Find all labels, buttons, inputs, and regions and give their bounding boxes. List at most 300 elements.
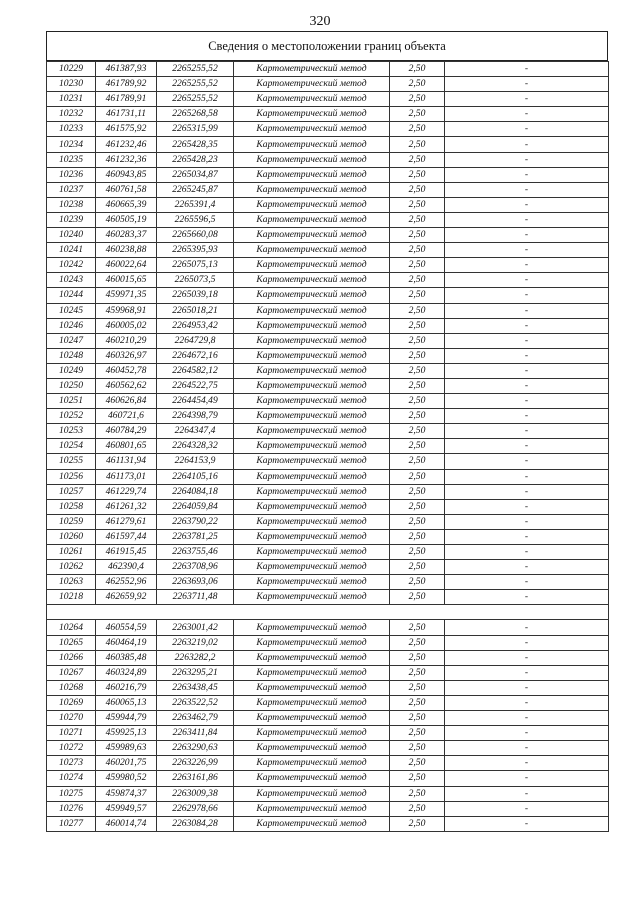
- accuracy-cell: 2,50: [390, 288, 445, 303]
- y-coordinate-cell: 2262978,66: [157, 801, 234, 816]
- point-number-cell: 10253: [47, 424, 96, 439]
- accuracy-cell: 2,50: [390, 590, 445, 605]
- method-cell: Картометрический метод: [234, 394, 390, 409]
- point-number-cell: 10252: [47, 409, 96, 424]
- table-row: [47, 816, 609, 831]
- method-cell: Картометрический метод: [234, 303, 390, 318]
- table-row: [47, 680, 609, 695]
- x-coordinate-cell: 461387,93: [96, 62, 157, 77]
- y-coordinate-cell: 2263282,2: [157, 650, 234, 665]
- point-number-cell: 10271: [47, 726, 96, 741]
- description-cell: -: [445, 77, 609, 92]
- point-number-cell: 10235: [47, 152, 96, 167]
- point-number-cell: 10231: [47, 92, 96, 107]
- accuracy-cell: 2,50: [390, 303, 445, 318]
- accuracy-cell: 2,50: [390, 107, 445, 122]
- table-row: [47, 212, 609, 227]
- method-cell: Картометрический метод: [234, 258, 390, 273]
- table-row: [47, 92, 609, 107]
- x-coordinate-cell: 459968,91: [96, 303, 157, 318]
- description-cell: -: [445, 333, 609, 348]
- point-number-cell: 10244: [47, 288, 96, 303]
- y-coordinate-cell: 2263790,22: [157, 514, 234, 529]
- x-coordinate-cell: 460801,65: [96, 439, 157, 454]
- table-row: [47, 62, 609, 77]
- point-number-cell: 10229: [47, 62, 96, 77]
- accuracy-cell: 2,50: [390, 258, 445, 273]
- description-cell: -: [445, 726, 609, 741]
- table-row: [47, 484, 609, 499]
- x-coordinate-cell: 461597,44: [96, 529, 157, 544]
- x-coordinate-cell: 461131,94: [96, 454, 157, 469]
- y-coordinate-cell: 2265255,52: [157, 77, 234, 92]
- table-row: [47, 378, 609, 393]
- table-row: [47, 545, 609, 560]
- table-row: [47, 107, 609, 122]
- y-coordinate-cell: 2264398,79: [157, 409, 234, 424]
- x-coordinate-cell: 460505,19: [96, 212, 157, 227]
- description-cell: -: [445, 288, 609, 303]
- accuracy-cell: 2,50: [390, 212, 445, 227]
- description-cell: -: [445, 786, 609, 801]
- table-row: [47, 726, 609, 741]
- point-number-cell: 10274: [47, 771, 96, 786]
- y-coordinate-cell: 2265428,35: [157, 137, 234, 152]
- x-coordinate-cell: 461232,36: [96, 152, 157, 167]
- point-number-cell: 10250: [47, 378, 96, 393]
- accuracy-cell: 2,50: [390, 545, 445, 560]
- point-number-cell: 10255: [47, 454, 96, 469]
- method-cell: Картометрический метод: [234, 228, 390, 243]
- point-number-cell: 10261: [47, 545, 96, 560]
- x-coordinate-cell: 460452,78: [96, 363, 157, 378]
- x-coordinate-cell: 460665,39: [96, 197, 157, 212]
- point-number-cell: 10218: [47, 590, 96, 605]
- method-cell: Картометрический метод: [234, 62, 390, 77]
- table-row: [47, 77, 609, 92]
- x-coordinate-cell: 462390,4: [96, 560, 157, 575]
- y-coordinate-cell: 2265245,87: [157, 182, 234, 197]
- description-cell: -: [445, 560, 609, 575]
- description-cell: -: [445, 212, 609, 227]
- description-cell: -: [445, 122, 609, 137]
- table-row: [47, 197, 609, 212]
- point-number-cell: 10233: [47, 122, 96, 137]
- x-coordinate-cell: 459944,79: [96, 711, 157, 726]
- table-row: [47, 786, 609, 801]
- y-coordinate-cell: 2265391,4: [157, 197, 234, 212]
- accuracy-cell: 2,50: [390, 152, 445, 167]
- table-row: [47, 801, 609, 816]
- description-cell: -: [445, 92, 609, 107]
- accuracy-cell: 2,50: [390, 665, 445, 680]
- y-coordinate-cell: 2263438,45: [157, 680, 234, 695]
- table-row: [47, 575, 609, 590]
- description-cell: -: [445, 816, 609, 831]
- point-number-cell: 10236: [47, 167, 96, 182]
- x-coordinate-cell: 460216,79: [96, 680, 157, 695]
- description-cell: -: [445, 182, 609, 197]
- method-cell: Картометрический метод: [234, 756, 390, 771]
- description-cell: -: [445, 424, 609, 439]
- point-number-cell: 10239: [47, 212, 96, 227]
- table-row: [47, 258, 609, 273]
- method-cell: Картометрический метод: [234, 137, 390, 152]
- x-coordinate-cell: 460015,65: [96, 273, 157, 288]
- x-coordinate-cell: 460464,19: [96, 635, 157, 650]
- point-number-cell: 10256: [47, 469, 96, 484]
- description-cell: -: [445, 695, 609, 710]
- method-cell: Картометрический метод: [234, 182, 390, 197]
- table-row: [47, 695, 609, 710]
- y-coordinate-cell: 2263708,96: [157, 560, 234, 575]
- method-cell: Картометрический метод: [234, 816, 390, 831]
- x-coordinate-cell: 461731,11: [96, 107, 157, 122]
- description-cell: -: [445, 378, 609, 393]
- table-row: [47, 529, 609, 544]
- x-coordinate-cell: 461279,61: [96, 514, 157, 529]
- y-coordinate-cell: 2263161,86: [157, 771, 234, 786]
- point-number-cell: 10277: [47, 816, 96, 831]
- description-cell: -: [445, 484, 609, 499]
- table-row: [47, 137, 609, 152]
- y-coordinate-cell: 2263522,52: [157, 695, 234, 710]
- y-coordinate-cell: 2263084,28: [157, 816, 234, 831]
- point-number-cell: 10269: [47, 695, 96, 710]
- y-coordinate-cell: 2265034,87: [157, 167, 234, 182]
- point-number-cell: 10263: [47, 575, 96, 590]
- x-coordinate-cell: 460005,02: [96, 318, 157, 333]
- method-cell: Картометрический метод: [234, 801, 390, 816]
- accuracy-cell: 2,50: [390, 363, 445, 378]
- table-row: [47, 665, 609, 680]
- x-coordinate-cell: 461173,01: [96, 469, 157, 484]
- point-number-cell: 10248: [47, 348, 96, 363]
- y-coordinate-cell: 2263781,25: [157, 529, 234, 544]
- point-number-cell: 10266: [47, 650, 96, 665]
- point-number-cell: 10247: [47, 333, 96, 348]
- point-number-cell: 10246: [47, 318, 96, 333]
- table-row: [47, 394, 609, 409]
- method-cell: Картометрический метод: [234, 197, 390, 212]
- description-cell: -: [445, 137, 609, 152]
- point-number-cell: 10238: [47, 197, 96, 212]
- accuracy-cell: 2,50: [390, 635, 445, 650]
- description-cell: -: [445, 771, 609, 786]
- accuracy-cell: 2,50: [390, 243, 445, 258]
- accuracy-cell: 2,50: [390, 92, 445, 107]
- description-cell: -: [445, 665, 609, 680]
- x-coordinate-cell: 459925,13: [96, 726, 157, 741]
- accuracy-cell: 2,50: [390, 348, 445, 363]
- description-cell: -: [445, 454, 609, 469]
- method-cell: Картометрический метод: [234, 650, 390, 665]
- y-coordinate-cell: 2265395,93: [157, 243, 234, 258]
- description-cell: -: [445, 363, 609, 378]
- y-coordinate-cell: 2265315,99: [157, 122, 234, 137]
- table-row: [47, 333, 609, 348]
- method-cell: Картометрический метод: [234, 92, 390, 107]
- x-coordinate-cell: 460326,97: [96, 348, 157, 363]
- method-cell: Картометрический метод: [234, 348, 390, 363]
- description-cell: -: [445, 545, 609, 560]
- y-coordinate-cell: 2263693,06: [157, 575, 234, 590]
- y-coordinate-cell: 2265073,5: [157, 273, 234, 288]
- description-cell: -: [445, 228, 609, 243]
- description-cell: -: [445, 394, 609, 409]
- accuracy-cell: 2,50: [390, 756, 445, 771]
- accuracy-cell: 2,50: [390, 378, 445, 393]
- point-number-cell: 10249: [47, 363, 96, 378]
- accuracy-cell: 2,50: [390, 711, 445, 726]
- description-cell: -: [445, 243, 609, 258]
- x-coordinate-cell: 460210,29: [96, 333, 157, 348]
- y-coordinate-cell: 2263001,42: [157, 620, 234, 635]
- table-row: [47, 650, 609, 665]
- description-cell: -: [445, 107, 609, 122]
- method-cell: Картометрический метод: [234, 741, 390, 756]
- table-row: [47, 182, 609, 197]
- y-coordinate-cell: 2265428,23: [157, 152, 234, 167]
- y-coordinate-cell: 2263295,21: [157, 665, 234, 680]
- group-separator-cell: [47, 605, 609, 620]
- point-number-cell: 10237: [47, 182, 96, 197]
- page-number: 320: [309, 14, 331, 29]
- method-cell: Картометрический метод: [234, 545, 390, 560]
- point-number-cell: 10258: [47, 499, 96, 514]
- point-number-cell: 10254: [47, 439, 96, 454]
- table-title: Сведения о местоположении границ объекта: [46, 31, 608, 61]
- y-coordinate-cell: 2263755,46: [157, 545, 234, 560]
- y-coordinate-cell: 2265596,5: [157, 212, 234, 227]
- accuracy-cell: 2,50: [390, 726, 445, 741]
- y-coordinate-cell: 2264522,75: [157, 378, 234, 393]
- point-number-cell: 10234: [47, 137, 96, 152]
- x-coordinate-cell: 460626,84: [96, 394, 157, 409]
- accuracy-cell: 2,50: [390, 228, 445, 243]
- x-coordinate-cell: 461915,45: [96, 545, 157, 560]
- y-coordinate-cell: 2263290,63: [157, 741, 234, 756]
- table-row: [47, 454, 609, 469]
- accuracy-cell: 2,50: [390, 499, 445, 514]
- accuracy-cell: 2,50: [390, 484, 445, 499]
- method-cell: Картометрический метод: [234, 77, 390, 92]
- description-cell: -: [445, 741, 609, 756]
- x-coordinate-cell: 459980,52: [96, 771, 157, 786]
- y-coordinate-cell: 2264105,16: [157, 469, 234, 484]
- y-coordinate-cell: 2265075,13: [157, 258, 234, 273]
- accuracy-cell: 2,50: [390, 122, 445, 137]
- accuracy-cell: 2,50: [390, 695, 445, 710]
- table-row: [47, 303, 609, 318]
- accuracy-cell: 2,50: [390, 424, 445, 439]
- point-number-cell: 10242: [47, 258, 96, 273]
- x-coordinate-cell: 461229,74: [96, 484, 157, 499]
- y-coordinate-cell: 2263226,99: [157, 756, 234, 771]
- x-coordinate-cell: 461789,92: [96, 77, 157, 92]
- accuracy-cell: 2,50: [390, 680, 445, 695]
- x-coordinate-cell: 459971,35: [96, 288, 157, 303]
- point-number-cell: 10259: [47, 514, 96, 529]
- x-coordinate-cell: 459989,63: [96, 741, 157, 756]
- y-coordinate-cell: 2265255,52: [157, 92, 234, 107]
- y-coordinate-cell: 2263411,84: [157, 726, 234, 741]
- method-cell: Картометрический метод: [234, 439, 390, 454]
- x-coordinate-cell: 460324,89: [96, 665, 157, 680]
- table-row: [47, 228, 609, 243]
- method-cell: Картометрический метод: [234, 499, 390, 514]
- point-number-cell: 10240: [47, 228, 96, 243]
- point-number-cell: 10276: [47, 801, 96, 816]
- description-cell: -: [445, 575, 609, 590]
- description-cell: -: [445, 469, 609, 484]
- accuracy-cell: 2,50: [390, 786, 445, 801]
- method-cell: Картометрический метод: [234, 711, 390, 726]
- x-coordinate-cell: 460385,48: [96, 650, 157, 665]
- method-cell: Картометрический метод: [234, 680, 390, 695]
- description-cell: -: [445, 303, 609, 318]
- table-row: [47, 122, 609, 137]
- x-coordinate-cell: 461261,32: [96, 499, 157, 514]
- table-row: [47, 424, 609, 439]
- method-cell: Картометрический метод: [234, 484, 390, 499]
- group-separator-row: [47, 605, 609, 620]
- x-coordinate-cell: 462659,92: [96, 590, 157, 605]
- method-cell: Картометрический метод: [234, 771, 390, 786]
- method-cell: Картометрический метод: [234, 363, 390, 378]
- table-row: [47, 348, 609, 363]
- description-cell: -: [445, 801, 609, 816]
- y-coordinate-cell: 2265660,08: [157, 228, 234, 243]
- table-row: [47, 288, 609, 303]
- x-coordinate-cell: 460283,37: [96, 228, 157, 243]
- table-row: [47, 499, 609, 514]
- method-cell: Картометрический метод: [234, 424, 390, 439]
- y-coordinate-cell: 2265039,18: [157, 288, 234, 303]
- x-coordinate-cell: 460065,13: [96, 695, 157, 710]
- description-cell: -: [445, 273, 609, 288]
- accuracy-cell: 2,50: [390, 394, 445, 409]
- x-coordinate-cell: 460761,58: [96, 182, 157, 197]
- table-row: [47, 635, 609, 650]
- x-coordinate-cell: 460784,29: [96, 424, 157, 439]
- method-cell: Картометрический метод: [234, 590, 390, 605]
- y-coordinate-cell: 2264454,49: [157, 394, 234, 409]
- point-number-cell: 10264: [47, 620, 96, 635]
- x-coordinate-cell: 461575,92: [96, 122, 157, 137]
- x-coordinate-cell: 460014,74: [96, 816, 157, 831]
- x-coordinate-cell: 460943,85: [96, 167, 157, 182]
- accuracy-cell: 2,50: [390, 469, 445, 484]
- description-cell: -: [445, 711, 609, 726]
- accuracy-cell: 2,50: [390, 801, 445, 816]
- accuracy-cell: 2,50: [390, 77, 445, 92]
- accuracy-cell: 2,50: [390, 182, 445, 197]
- description-cell: -: [445, 499, 609, 514]
- table-row: [47, 620, 609, 635]
- accuracy-cell: 2,50: [390, 318, 445, 333]
- method-cell: Картометрический метод: [234, 726, 390, 741]
- table-row: [47, 318, 609, 333]
- accuracy-cell: 2,50: [390, 197, 445, 212]
- point-number-cell: 10273: [47, 756, 96, 771]
- description-cell: -: [445, 439, 609, 454]
- y-coordinate-cell: 2265268,58: [157, 107, 234, 122]
- accuracy-cell: 2,50: [390, 620, 445, 635]
- y-coordinate-cell: 2264084,18: [157, 484, 234, 499]
- y-coordinate-cell: 2263009,38: [157, 786, 234, 801]
- point-number-cell: 10243: [47, 273, 96, 288]
- table-row: [47, 167, 609, 182]
- point-number-cell: 10268: [47, 680, 96, 695]
- description-cell: -: [445, 680, 609, 695]
- point-number-cell: 10270: [47, 711, 96, 726]
- method-cell: Картометрический метод: [234, 107, 390, 122]
- y-coordinate-cell: 2264953,42: [157, 318, 234, 333]
- accuracy-cell: 2,50: [390, 409, 445, 424]
- method-cell: Картометрический метод: [234, 529, 390, 544]
- description-cell: -: [445, 348, 609, 363]
- point-number-cell: 10232: [47, 107, 96, 122]
- x-coordinate-cell: 460721,6: [96, 409, 157, 424]
- description-cell: -: [445, 167, 609, 182]
- description-cell: -: [445, 590, 609, 605]
- y-coordinate-cell: 2264153,9: [157, 454, 234, 469]
- y-coordinate-cell: 2264328,32: [157, 439, 234, 454]
- x-coordinate-cell: 459874,37: [96, 786, 157, 801]
- accuracy-cell: 2,50: [390, 650, 445, 665]
- point-number-cell: 10257: [47, 484, 96, 499]
- description-cell: -: [445, 529, 609, 544]
- description-cell: -: [445, 514, 609, 529]
- method-cell: Картометрический метод: [234, 409, 390, 424]
- coordinates-sheet: [46, 31, 608, 832]
- description-cell: -: [445, 650, 609, 665]
- point-number-cell: 10272: [47, 741, 96, 756]
- method-cell: Картометрический метод: [234, 333, 390, 348]
- table-row: [47, 711, 609, 726]
- y-coordinate-cell: 2264347,4: [157, 424, 234, 439]
- method-cell: Картометрический метод: [234, 212, 390, 227]
- method-cell: Картометрический метод: [234, 273, 390, 288]
- x-coordinate-cell: 459949,57: [96, 801, 157, 816]
- table-row: [47, 409, 609, 424]
- point-number-cell: 10260: [47, 529, 96, 544]
- description-cell: -: [445, 258, 609, 273]
- method-cell: Картометрический метод: [234, 469, 390, 484]
- table-row: [47, 363, 609, 378]
- point-number-cell: 10245: [47, 303, 96, 318]
- point-number-cell: 10265: [47, 635, 96, 650]
- table-row: [47, 273, 609, 288]
- y-coordinate-cell: 2264582,12: [157, 363, 234, 378]
- method-cell: Картометрический метод: [234, 514, 390, 529]
- x-coordinate-cell: 460022,64: [96, 258, 157, 273]
- method-cell: Картометрический метод: [234, 378, 390, 393]
- x-coordinate-cell: 462552,96: [96, 575, 157, 590]
- accuracy-cell: 2,50: [390, 741, 445, 756]
- x-coordinate-cell: 461789,91: [96, 92, 157, 107]
- table-row: [47, 152, 609, 167]
- description-cell: -: [445, 409, 609, 424]
- accuracy-cell: 2,50: [390, 273, 445, 288]
- table-row: [47, 514, 609, 529]
- point-number-cell: 10241: [47, 243, 96, 258]
- description-cell: -: [445, 152, 609, 167]
- x-coordinate-cell: 460238,88: [96, 243, 157, 258]
- accuracy-cell: 2,50: [390, 771, 445, 786]
- x-coordinate-cell: 460201,75: [96, 756, 157, 771]
